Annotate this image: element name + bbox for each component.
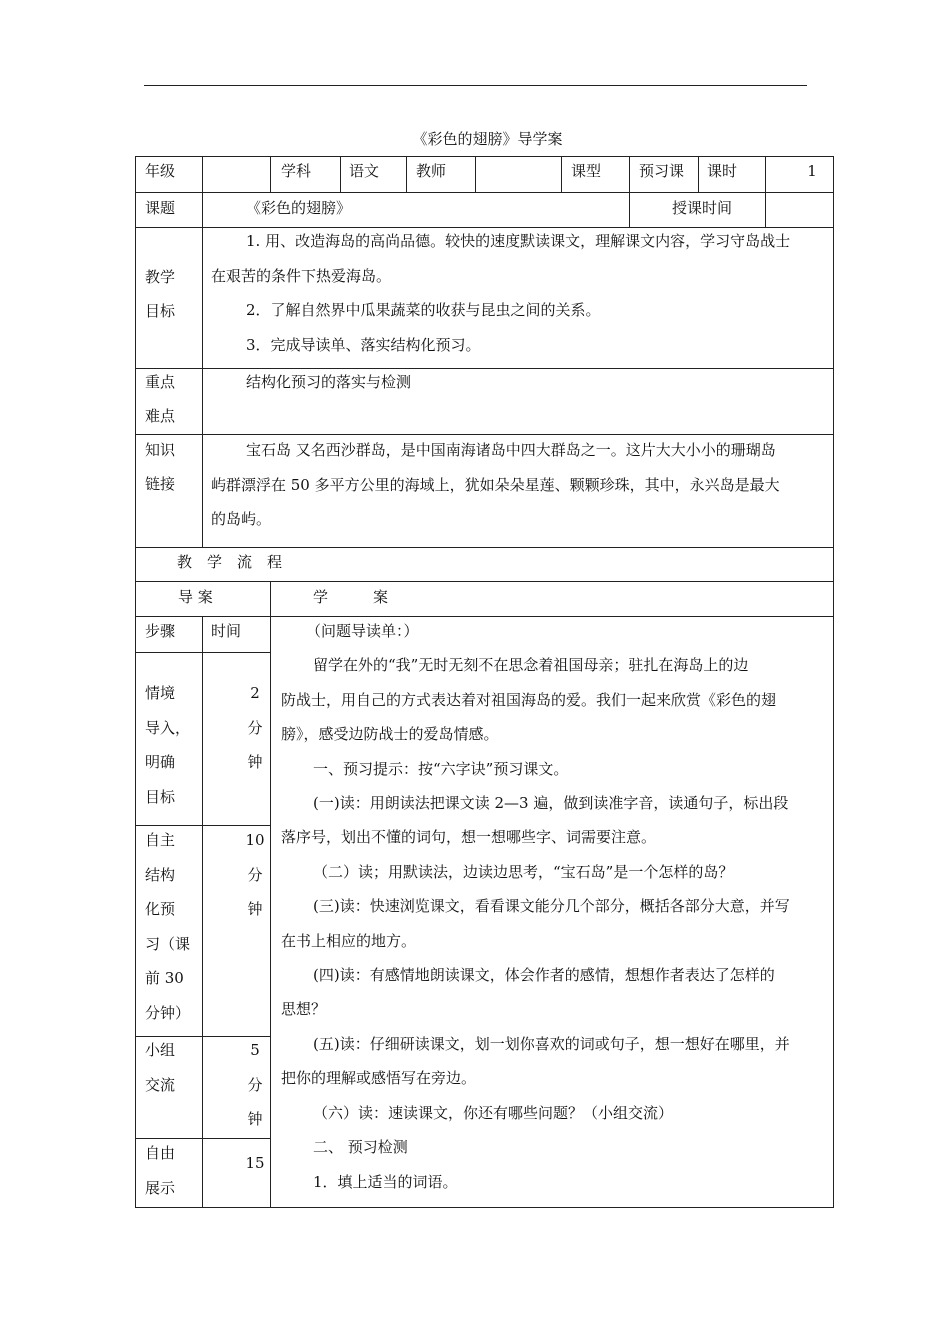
step-name: 自主 结构 化预 习（课 前 30 分钟）: [145, 831, 191, 1022]
objective-line: 3．完成导读单、落实结构化预习。: [246, 335, 481, 354]
objective-line: 1. 用、改造海岛的高尚品德。较快的速度默读课文，理解课文内容，学习守岛战士: [246, 232, 791, 250]
study-line: 一、预习提示：按“六字诀”预习课文。: [313, 759, 569, 778]
study-line: 1．填上适当的词语。: [313, 1172, 458, 1191]
study-line: 二、 预习检测: [313, 1138, 408, 1157]
grade-label: 年级: [145, 162, 176, 180]
teaching-time-label: 授课时间: [672, 199, 733, 217]
step-time: 10 分 钟: [245, 831, 265, 918]
study-line: 思想？: [281, 1000, 327, 1019]
objective-line: 在艰苦的条件下热爱海岛。: [211, 266, 392, 285]
study-line: 防战士，用自己的方式表达着对祖国海岛的爱。我们一起来欣赏《彩色的翅: [281, 690, 777, 709]
steps-header: 步骤: [145, 622, 176, 640]
key-points-text: 结构化预习的落实与检测: [246, 373, 412, 391]
step-name: 小组 交流: [145, 1041, 176, 1094]
step-name: 情境 导入， 明确 目标: [145, 684, 191, 806]
key-points-label-1: 重点: [145, 373, 176, 391]
study-content: [281, 614, 833, 1199]
study-line: （六）读：速读课文，你还有哪些问题？（小组交流）: [313, 1103, 674, 1122]
step-time: 2 分 钟: [247, 684, 263, 771]
objectives-text: [211, 224, 831, 362]
study-line: （问题导读单：）: [306, 622, 419, 640]
header-rule: [144, 85, 807, 86]
objective-line: 2．了解自然界中瓜果蔬菜的收获与昆虫之间的关系。: [246, 301, 601, 319]
key-points-label-2: 难点: [145, 407, 176, 425]
knowledge-label-2: 链接: [145, 475, 176, 493]
study-line: （二）读；用默读法，边读边思考，“宝石岛”是一个怎样的岛？: [313, 862, 734, 881]
knowledge-text: [211, 433, 831, 537]
time-header: 时间: [211, 622, 242, 640]
topic-label: 课题: [145, 199, 176, 217]
knowledge-line: 宝石岛 又名西沙群岛，是中国南海诸岛中四大群岛之一。这片大大小小的珊瑚岛: [246, 441, 776, 459]
study-line: (四)读：有感情地朗读课文，体会作者的感情，想想作者表达了怎样的: [313, 966, 775, 985]
period-value: 1: [807, 162, 817, 180]
study-line: 膀》，感受边防战士的爱岛情感。: [281, 725, 499, 744]
lesson-type-label: 课型: [571, 162, 602, 180]
knowledge-label-1: 知识: [145, 441, 176, 459]
subject-label: 学科: [281, 162, 312, 180]
step-name: 自由 展示: [145, 1144, 176, 1197]
lesson-type-value: 预习课: [639, 162, 685, 180]
step-time: 5 分 钟: [247, 1041, 263, 1128]
study-line: (三)读：快速浏览课文，看看课文能分几个部分，概括各部分大意，并写: [313, 897, 790, 916]
step-time: 15: [245, 1154, 265, 1172]
period-label: 课时: [707, 162, 738, 180]
topic-value: 《彩色的翅膀》: [246, 199, 352, 217]
study-line: 留学在外的“我”无时无刻不在思念着祖国母亲；驻扎在海岛上的边: [313, 656, 749, 675]
knowledge-line: 的岛屿。: [211, 510, 272, 528]
study-line: 在书上相应的地方。: [281, 931, 417, 950]
document-title: 《彩色的翅膀》导学案: [412, 130, 563, 148]
teacher-label: 教师: [416, 162, 447, 180]
knowledge-line: 屿群漂浮在 50 多平方公里的海域上，犹如朵朵星莲、颗颗珍珠，其中，永兴岛是最大: [211, 475, 780, 494]
study-line: 落序号，划出不懂的词句，想一想哪些字、词需要注意。: [281, 828, 657, 847]
teaching-flow-header: 教 学 流 程: [177, 553, 283, 571]
objectives-label-2: 目标: [145, 302, 176, 320]
guide-header: 导 案: [178, 588, 213, 606]
study-line: (一)读：用朗读法把课文读 2—3 遍，做到读准字音，读通句子，标出段: [313, 794, 789, 813]
objectives-label-1: 教学: [145, 268, 176, 286]
study-line: 把你的理解或感悟写在旁边。: [281, 1069, 477, 1088]
study-header: 学 案: [313, 588, 389, 606]
study-line: (五)读：仔细研读课文，划一划你喜欢的词或句子，想一想好在哪里，并: [313, 1034, 790, 1053]
subject-value: 语文: [349, 162, 380, 180]
